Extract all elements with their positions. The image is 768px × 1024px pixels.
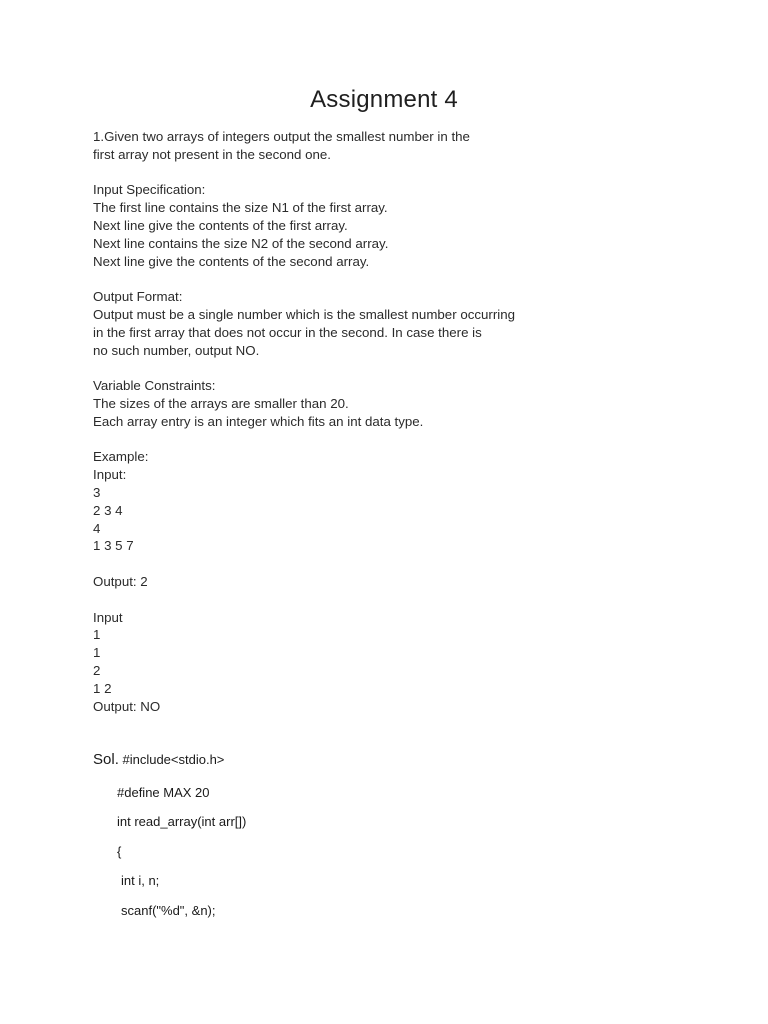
input-spec-line: Next line contains the size N2 of the second array. [93,235,389,251]
example-output: Output: 2 [93,573,148,589]
statement-line: first array not present in the second one. [93,146,332,162]
solution-prefix-rest: ol. [103,751,119,768]
input-spec-line: The first line contains the size N1 of the first array. [93,200,388,216]
input-spec-line: Next line give the contents of the first array. [93,217,348,233]
output-format-line: no such number, output NO. [93,342,260,358]
solution-section [93,748,713,925]
example-input-line: 1 3 5 7 [93,538,134,554]
input-spec-heading: Input Specification: [93,182,206,198]
example2-output: Output: NO [93,698,161,714]
problem-statement [93,128,713,715]
input-spec-line: Next line give the contents of the second array. [93,253,370,269]
constraints-line: Each array entry is an integer which fits an int data type. [93,413,424,429]
solution-heading [93,748,713,772]
code-line: #define MAX 20 [117,785,210,800]
spacer [93,359,713,377]
spacer [93,591,713,609]
example-input-line: 4 [93,520,101,536]
code-line: { [117,843,122,859]
output-format-line: Output must be a single number which is the smallest number occurring [93,306,516,322]
code-line: int i, n; [121,873,160,889]
constraints-heading: Variable Constraints: [93,378,216,394]
document-title: Assignment 4 [310,86,458,113]
example-input-line: 3 [93,484,101,500]
example2-input-label: Input [93,609,123,625]
code-line: int read_array(int arr[]) [117,814,247,830]
spacer [93,555,713,573]
output-format-line: in the first array that does not occur in the second. In case there is [93,324,482,340]
example-input-label: Input: [93,467,127,483]
statement-line: 1.Given two arrays of integers output the smallest number in the [93,129,470,144]
example2-input-line: 1 [93,627,101,643]
example-input-line: 2 3 4 [93,502,123,518]
example2-input-line: 1 2 [93,680,112,696]
constraints-line: The sizes of the arrays are smaller than 20. [93,395,349,411]
example2-input-line: 1 [93,645,101,661]
solution-prefix-s: S [93,751,104,768]
code-include-line: #include<stdio.h> [122,752,225,767]
spacer [93,270,713,288]
example-heading: Example: [93,449,149,465]
output-format-heading: Output Format: [93,289,183,305]
spacer [93,164,713,182]
code-line: scanf("%d", &n); [121,902,216,918]
example2-input-line: 2 [93,662,101,678]
spacer [93,431,713,449]
